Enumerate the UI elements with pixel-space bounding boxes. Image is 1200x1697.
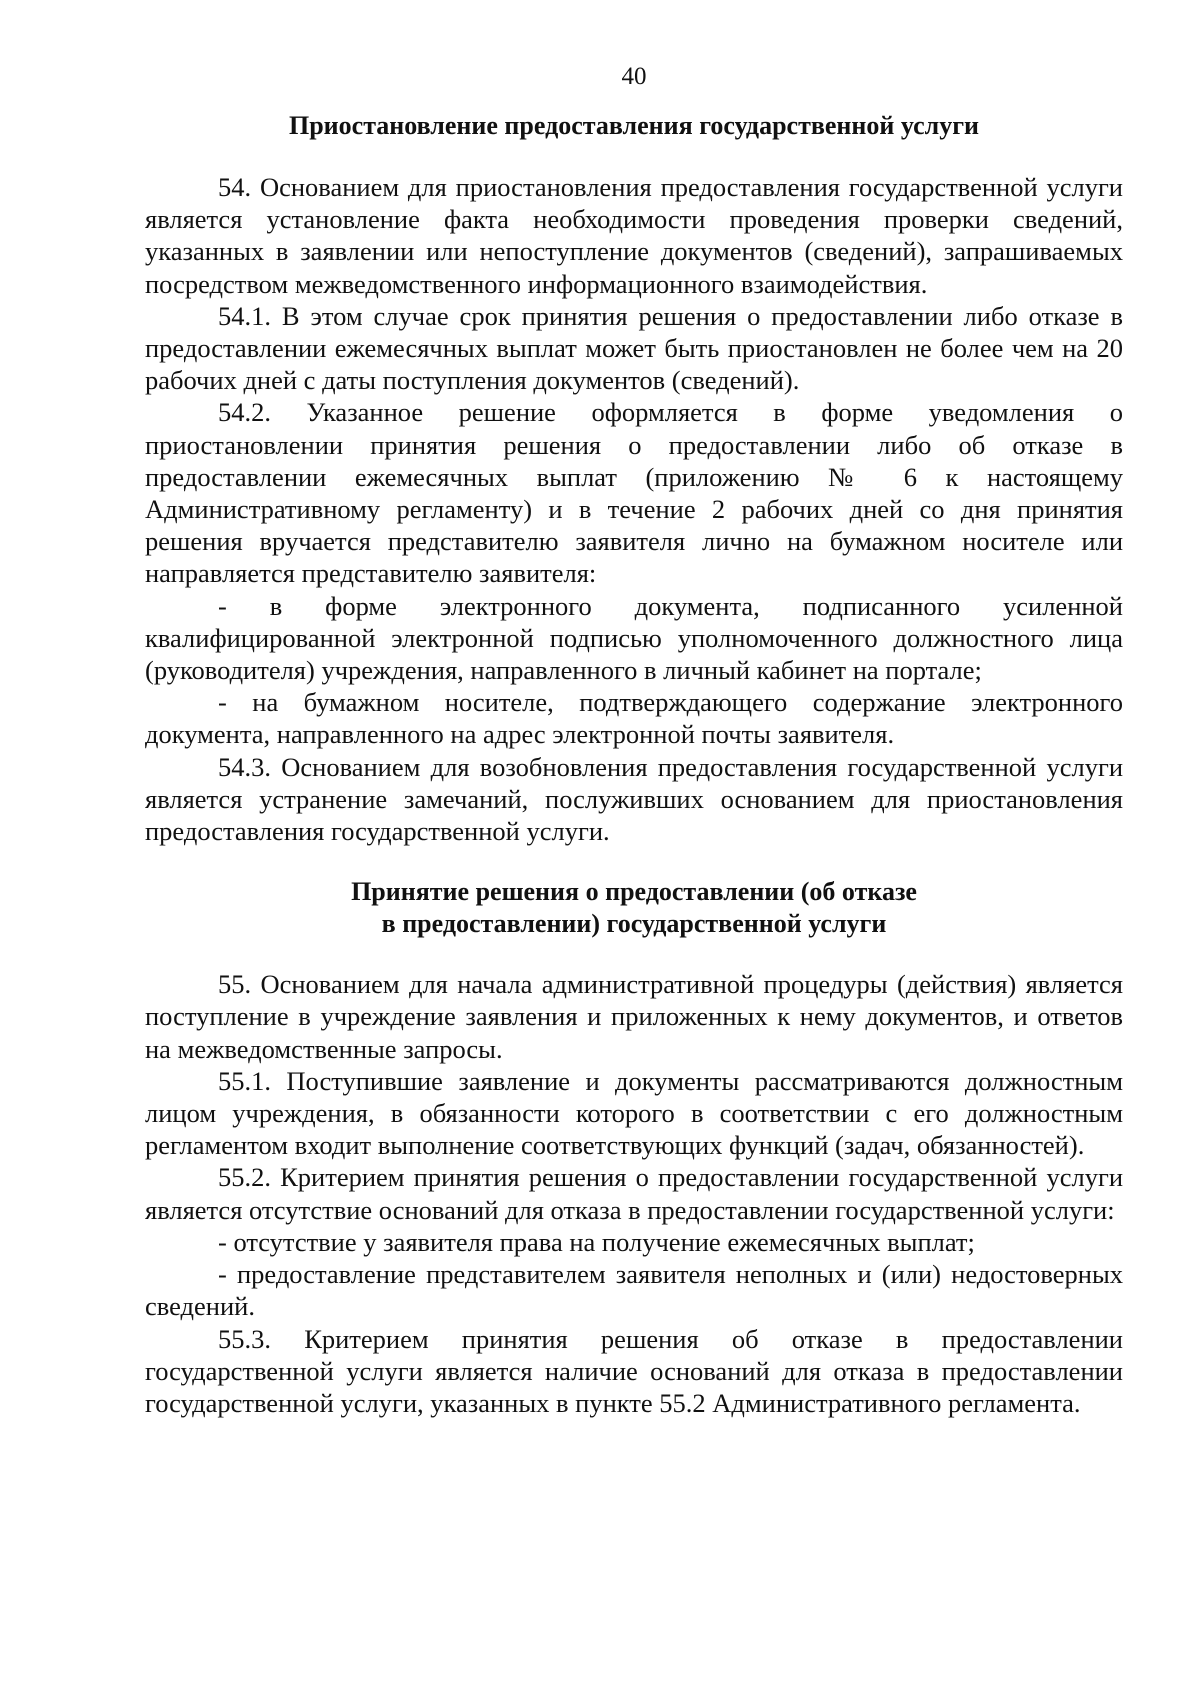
list-item-electronic-document: - в форме электронного документа, подписанного усиленной квалифицированной электронной подписью уполномоченного должностного лица (руководителя) учреждения, направленного в личный кабинет на портале; [145,590,1123,686]
page-number: 40 [621,63,647,90]
section-heading-decision [145,876,1123,940]
paragraph-54-1: 54.1. В этом случае срок принятия решения о предоставлении либо отказе в предоставлении ежемесячных выплат может быть приостановлен не более чем на 20 рабочих дней с даты поступления документов (сведений). [145,300,1123,396]
section-heading-decision-line-1: Принятие решения о предоставлении (об отказе [351,877,917,907]
paragraph-54-2: 54.2. Указанное решение оформляется в форме уведомления о приостановлении принятия решения о предоставлении либо об отказе в предоставлении ежемесячных выплат (приложению № 6 к настоящему Административному регламенту) и в течение 2 рабочих дней со дня принятия решения вручается представителю заявителя лично на бумажном носителе или направляется представителю заявителя: [145,397,1123,589]
paragraph-54: 54. Основанием для приостановления предоставления государственной услуги является установление факта необходимости проведения проверки сведений, указанных в заявлении или непоступление документов (сведений), запрашиваемых посредством межведомственного информационного взаимодействия. [145,172,1123,299]
paragraph-54-3: 54.3. Основанием для возобновления предоставления государственной услуги является устранение замечаний, послуживших основанием для приостановления предоставления государственной услуги. [145,751,1123,847]
list-item-incomplete-info: - предоставление представителем заявителя неполных и (или) недостоверных сведений. [145,1259,1123,1322]
section-heading-suspension: Приостановление предоставления государственной услуги [288,111,979,140]
section-heading-decision-line-2: в предоставлении) государственной услуги [381,909,887,939]
list-item-paper-document: - на бумажном носителе, подтверждающего содержание электронного документа, направленного на адрес электронной почты заявителя. [145,687,1123,750]
paragraph-55: 55. Основанием для начала административной процедуры (действия) является поступление в учреждение заявления и приложенных к нему документов, и ответов на межведомственные запросы. [145,969,1123,1064]
document-page [145,62,1123,1419]
list-item-no-right: - отсутствие у заявителя права на получение ежемесячных выплат; [218,1226,975,1257]
paragraph-55-1: 55.1. Поступившие заявление и документы рассматриваются должностным лицом учреждения, в обязанности которого в соответствии с его должностным регламентом входит выполнение соответствующих функций (задач, обязанностей). [145,1065,1123,1161]
paragraph-55-3: 55.3. Критерием принятия решения об отказе в предоставлении государственной услуги является наличие оснований для отказа в предоставлении государственной услуги, указанных в пункте 55.2 Административного регламента. [145,1323,1123,1418]
paragraph-55-2: 55.2. Критерием принятия решения о предоставлении государственной услуги является отсутствие оснований для отказа в предоставлении государственной услуги: [145,1162,1123,1225]
